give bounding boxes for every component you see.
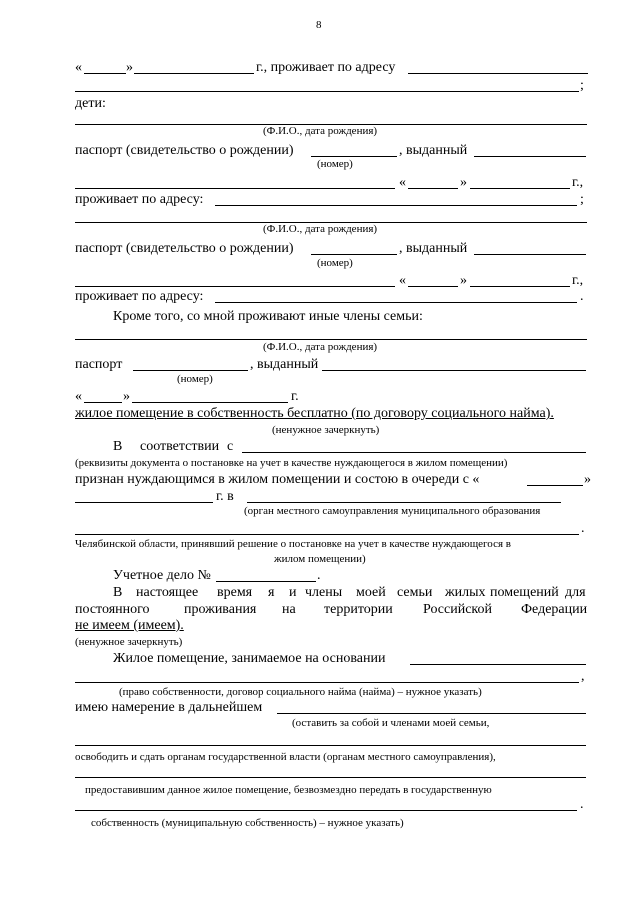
year-in-label: г. в [216,489,234,504]
child2-date-open-quote: « [399,273,406,288]
child2-passport-label: паспорт (свидетельство о рождении) [75,241,294,256]
member-date-close-quote: » [123,389,130,404]
other-members-text: Кроме того, со мной проживают иные члены семьи: [113,309,423,324]
dwelling-basis-blank[interactable] [410,664,586,665]
strike-caption-2: (ненужное зачеркнуть) [75,636,183,648]
present-word: проживания [184,602,257,617]
member-issued-by-blank[interactable] [322,370,586,371]
dwelling-comma: , [581,669,585,684]
chelyabinsk-caption-line2: жилом помещении) [274,553,366,565]
housing-ownership-text: жилое помещение в собственность бесплатно (по договору социального найма). [75,406,554,421]
day-blank[interactable] [84,73,126,74]
child1-day-blank[interactable] [408,188,458,189]
chelyabinsk-caption-line1: Челябинской области, принявший решение о постановке на учет в качестве нуждающегося в [75,538,511,550]
children-label: дети: [75,96,106,111]
child2-issued-label: , выданный [399,241,468,256]
accordance-word2: соответствии [140,439,220,454]
page-number: 8 [316,19,322,31]
organ-continuation-blank[interactable] [75,534,579,535]
child2-address-label: проживает по адресу: [75,289,204,304]
accordance-word3: с [227,439,234,454]
property-caption: собственность (муниципальную собственность) – нужное указать) [91,817,404,829]
present-word: настоящее [136,585,199,600]
document-requisites-blank[interactable] [242,452,586,453]
account-case-number-blank[interactable] [216,581,316,582]
child1-issuer-blank[interactable] [75,188,395,189]
child2-passport-number-blank[interactable] [311,254,397,255]
queue-day-blank[interactable] [527,485,583,486]
present-word: и [289,585,297,600]
queue-month-blank[interactable] [75,502,213,503]
child1-date-close-quote: » [460,175,467,190]
organ-dot: . [581,521,585,536]
intent-continuation-blank-3[interactable] [75,810,577,811]
member-issued-label: , выданный [250,357,319,372]
present-word: постоянного [75,602,150,617]
present-word: время [217,585,253,600]
child2-number-caption: (номер) [317,257,353,269]
child2-day-blank[interactable] [408,286,458,287]
child1-number-caption: (номер) [317,158,353,170]
present-word: семьи [397,585,433,600]
provided-caption: предоставившим данное жилое помещение, безвозмездно передать в государственную [85,784,492,796]
right-caption: (право собственности, договор социального найма (найма) – нужное указать) [119,686,482,698]
member-number-caption: (номер) [177,373,213,385]
account-dot: . [317,568,321,583]
address-continuation-blank[interactable] [75,91,579,92]
child2-period: . [580,289,584,304]
child2-address-blank[interactable] [215,302,577,303]
member-date-open-quote: « [75,389,82,404]
child2-date-close-quote: » [460,273,467,288]
member-month-blank[interactable] [132,402,288,403]
child1-year-label: г., [572,175,584,190]
member-fio-caption: (Ф.И.О., дата рождения) [263,341,378,353]
child1-address-label: проживает по адресу: [75,192,204,207]
present-word: члены [305,585,343,600]
intent-blank[interactable] [277,713,586,714]
member-passport-number-blank[interactable] [133,370,248,371]
child1-passport-label: паспорт (свидетельство о рождении) [75,143,294,158]
child1-issued-by-blank[interactable] [474,156,586,157]
present-word: на [282,602,296,617]
have-not-have-text: не имеем (имеем). [75,618,184,633]
child2-issuer-blank[interactable] [75,286,395,287]
present-word: помещений [490,585,559,600]
intent-continuation-blank-2[interactable] [75,777,586,778]
date-open-quote: « [75,60,82,75]
child1-issued-label: , выданный [399,143,468,158]
member-year-label: г. [291,389,299,404]
child1-month-blank[interactable] [470,188,570,189]
address-blank[interactable] [408,73,588,74]
child1-fio-caption: (Ф.И.О., дата рождения) [263,125,378,137]
child2-fio-caption: (Ф.И.О., дата рождения) [263,223,378,235]
child2-month-blank[interactable] [470,286,570,287]
present-word: я [268,585,275,600]
accordance-word1: В [113,439,123,454]
semicolon: ; [580,78,584,93]
account-case-label: Учетное дело № [113,568,211,583]
child1-date-open-quote: « [399,175,406,190]
month-blank[interactable] [134,73,254,74]
present-word: жилых [445,585,486,600]
release-caption: освободить и сдать органам государственной власти (органам местного самоуправления), [75,751,496,763]
intent-label: имею намерение в дальнейшем [75,700,263,715]
intent-continuation-blank-1[interactable] [75,745,586,746]
present-word: Федерации [521,602,588,617]
present-word: для [565,585,586,600]
child1-address-blank[interactable] [215,205,577,206]
year-address-label: г., проживает по адресу [256,60,396,75]
child1-semicolon: ; [580,192,584,207]
child1-passport-number-blank[interactable] [311,156,397,157]
leave-caption: (оставить за собой и членами моей семьи, [292,717,490,729]
present-word: В [113,585,123,600]
date-close-quote: » [126,60,133,75]
member-fio-blank[interactable] [75,339,587,340]
child2-year-label: г., [572,273,584,288]
requisites-caption: (реквизиты документа о постановке на учет в качестве нуждающегося в жилом помещении) [75,457,508,469]
final-dot: . [580,797,584,812]
present-word: Российской [423,602,492,617]
organ-caption: (орган местного самоуправления муниципального образования [244,505,541,517]
strike-caption: (ненужное зачеркнуть) [272,424,380,436]
dwelling-basis-label: Жилое помещение, занимаемое на основании [113,651,386,666]
present-word: территории [324,602,393,617]
member-passport-label: паспорт [75,357,123,372]
queue-close-quote: » [584,472,591,487]
present-word: моей [356,585,386,600]
dwelling-basis-continuation-blank[interactable] [75,682,579,683]
member-day-blank[interactable] [84,402,122,403]
recognized-text: признан нуждающимся в жилом помещении и состою в очереди с « [75,472,480,487]
organ-blank[interactable] [247,502,561,503]
child2-issued-by-blank[interactable] [474,254,586,255]
